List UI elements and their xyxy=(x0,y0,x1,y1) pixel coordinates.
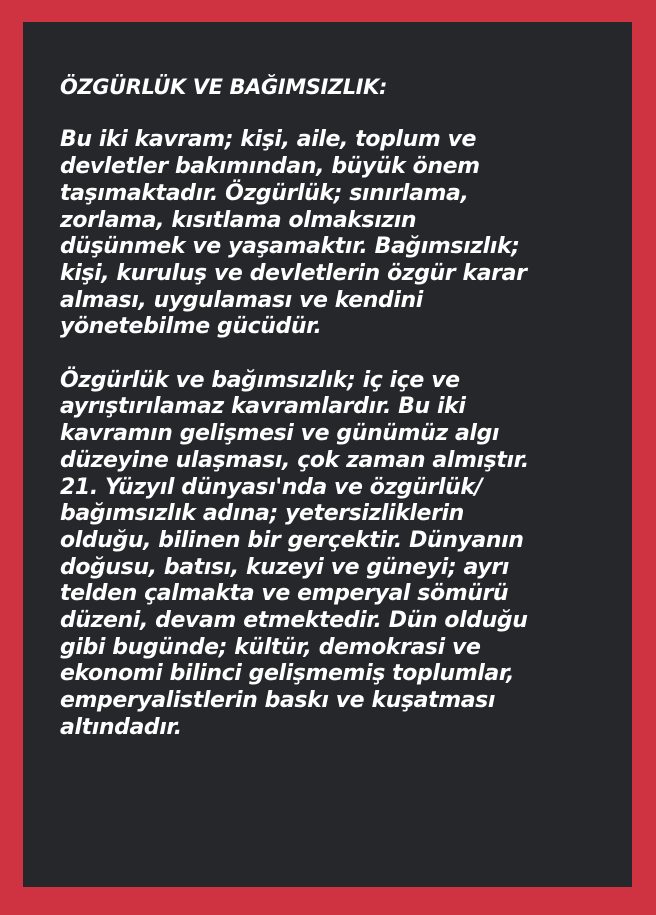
text-card xyxy=(23,22,632,887)
paragraph-line: devletler bakımından, büyük önem xyxy=(60,154,480,180)
paragraph-line: Bu iki kavram; kişi, aile, toplum ve xyxy=(60,127,477,153)
paragraph-line: düşünmek ve yaşamaktır. Bağımsızlık; xyxy=(60,234,520,260)
paragraph-line: Özgürlük ve bağımsızlık; iç içe ve xyxy=(60,367,460,393)
paragraph-line: doğusu, batısı, kuzeyi ve güneyi; ayrı xyxy=(60,554,509,580)
paragraph-line: ayrıştırılamaz kavramlardır. Bu iki xyxy=(60,394,466,420)
paragraph-line: 21. Yüzyıl dünyası'nda ve özgürlük/ xyxy=(60,474,483,500)
paragraph-1 xyxy=(60,127,625,341)
paragraph-line: kişi, kuruluş ve devletlerin özgür karar xyxy=(60,260,527,286)
paragraph-line: zorlama, kısıtlama olmaksızın xyxy=(60,207,417,233)
page-title: ÖZGÜRLÜK VE BAĞIMSIZLIK: xyxy=(60,75,387,99)
paragraph-line: alması, uygulaması ve kendini xyxy=(60,287,423,313)
paragraph-line: bağımsızlık adına; yetersizliklerin xyxy=(60,501,464,527)
paragraph-2 xyxy=(60,368,625,742)
paragraph-line: ekonomi bilinci gelişmemiş toplumlar, xyxy=(60,661,515,687)
paragraph-line: telden çalmakta ve emperyal sömürü xyxy=(60,581,509,607)
paragraph-line: yönetebilme gücüdür. xyxy=(60,314,322,340)
paragraph-line: gibi bugünde; kültür, demokrasi ve xyxy=(60,634,481,660)
paragraph-line: emperyalistlerin baskı ve kuşatması xyxy=(60,688,496,714)
paragraph-line: olduğu, bilinen bir gerçektir. Dünyanın xyxy=(60,527,524,553)
paragraph-line: düzeyine ulaşması, çok zaman almıştır. xyxy=(60,447,529,473)
paragraph-line: düzeni, devam etmektedir. Dün olduğu xyxy=(60,608,528,634)
paragraph-line: altındadır. xyxy=(60,714,182,740)
paragraph-line: kavramın gelişmesi ve günümüz algı xyxy=(60,421,500,447)
text-block xyxy=(60,74,625,768)
paragraph-line: taşımaktadır. Özgürlük; sınırlama, xyxy=(60,180,469,206)
